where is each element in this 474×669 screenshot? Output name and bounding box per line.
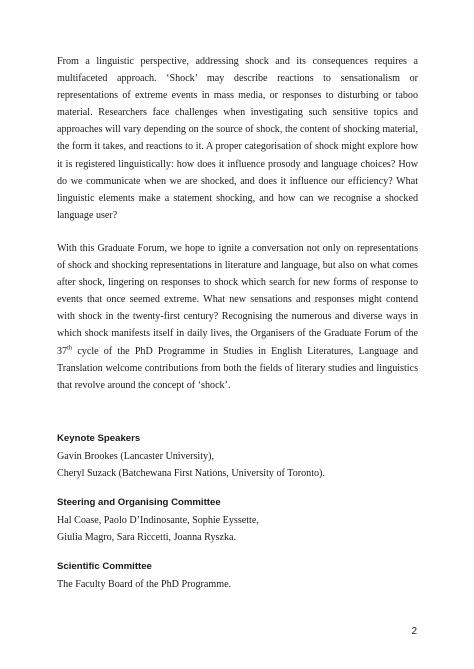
document-body [57,53,418,394]
paragraph-graduate-forum [57,240,418,394]
scientific-committee-section [57,560,418,594]
speaker-line: Gavin Brookes (Lancaster University), [57,451,214,462]
keynote-speakers-section [57,432,418,482]
steering-committee-section [57,496,418,546]
speaker-line: Cheryl Suzack (Batchewana First Nations, University of Toronto). [57,467,325,479]
section-heading: Scientific Committee [57,561,152,572]
paragraph-linguistic-perspective: From a linguistic perspective, addressing shock and its consequences requires a multifaceted approach. ‘Shock’ may describe reactions to sensationalism or representations of extreme events in mass media, or responses to disturbing or taboo material. Researchers face challenges when investigating such sensitive topics and approaches will vary depending on the source of shock, the content of shocking material, the form it takes, and reactions to it. A proper categorisation of shock might explore how it is registered linguistically: how does it influence prosody and language choices? How do we communicate when we are shocked, and does it influence our efficiency? What linguistic elements make a statement shocking, and how can we recognise a shocked language user? [57,56,418,221]
committee-line: Hal Coase, Paolo D’Indinosante, Sophie Eyssette, [57,515,259,526]
section-heading: Keynote Speakers [57,433,141,444]
paragraph-text: With this Graduate Forum, we hope to ignite a conversation not only on representations of shock and shocking representations in literature and language, but also on what comes after shock, lingering on responses to shock which search for new forms of response to events that once seemed extreme. What new sensations and responses might contend with shock in the twenty-first century? Recognising the numerous and diverse ways in which shock manifests itself in daily lives, the Organisers of the Graduate Forum of the 37 [57,242,418,357]
page-number: 2 [411,626,417,637]
committee-line: Giulia Magro, Sara Riccetti, Joanna Ryszka. [57,531,236,543]
paragraph-text: cycle of the PhD Programme in Studies in English Literatures, Language and Translation welcome contributions from both the fields of literary studies and linguistics that revolve around the concept of ‘shock’. [57,345,418,391]
section-heading: Steering and Organising Committee [57,497,221,508]
ordinal-superscript: th [67,344,73,352]
committee-line: The Faculty Board of the PhD Programme. [57,579,232,590]
